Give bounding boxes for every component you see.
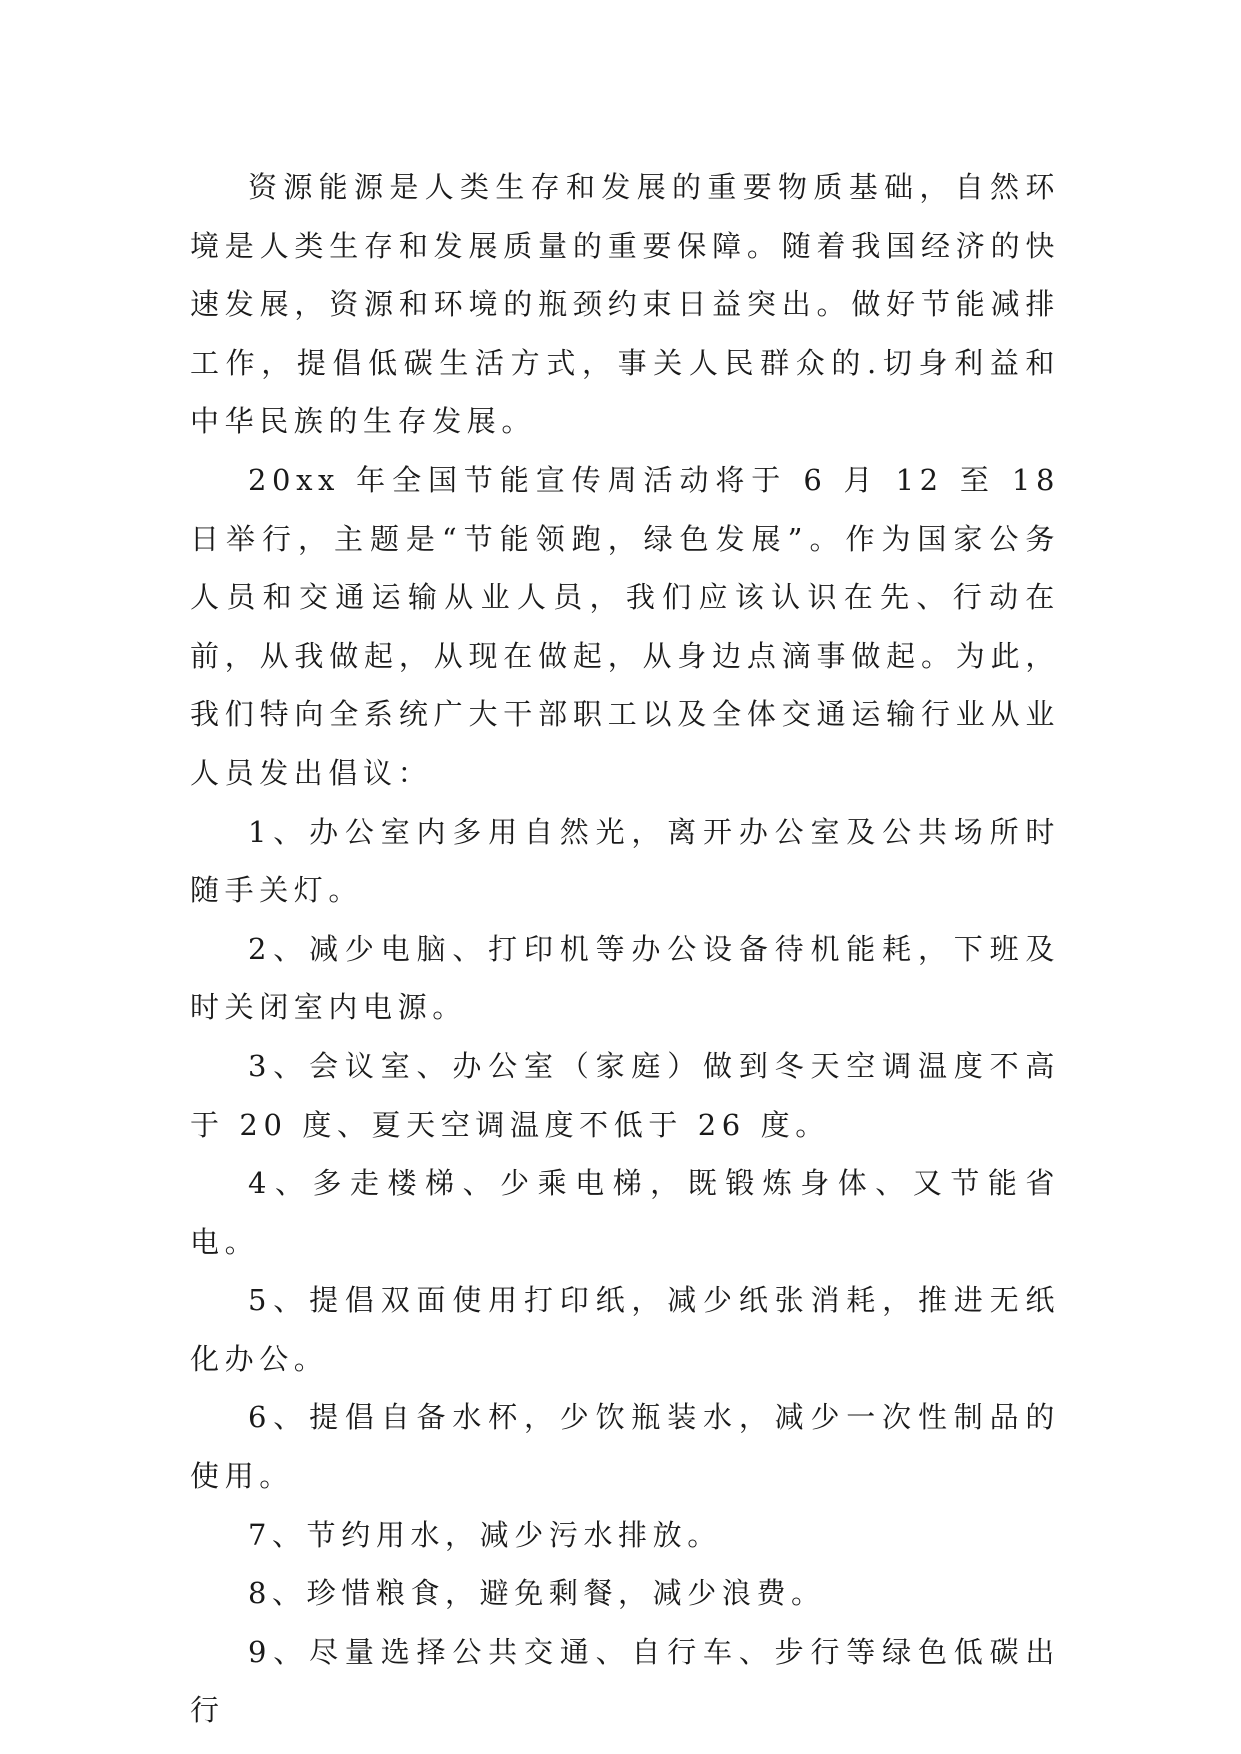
- proposal-item-2: 2、减少电脑、打印机等办公设备待机能耗，下班及时关闭室内电源。: [190, 931, 1060, 1025]
- proposal-item-7: 7、节约用水，减少污水排放。: [248, 1517, 722, 1552]
- proposal-item-3: 3、会议室、办公室（家庭）做到冬天空调温度不高于 20 度、夏天空调温度不低于 26 度。: [190, 1048, 1060, 1142]
- paragraph-intro: 资源能源是人类生存和发展的重要物质基础，自然环境是人类生存和发展质量的重要保障。随着我国经济的快速发展，资源和环境的瓶颈约束日益突出。做好节能减排工作，提倡低碳生活方式，事关人民群众的.切身利益和中华民族的生存发展。: [190, 170, 1060, 439]
- proposal-item-5: 5、提倡双面使用打印纸，减少纸张消耗，推进无纸化办公。: [190, 1283, 1060, 1376]
- proposal-item-1: 1、办公室内多用自然光，离开办公室及公共场所时随手关灯。: [190, 814, 1060, 908]
- proposal-item-9: 9、尽量选择公共交通、自行车、步行等绿色低碳出行: [190, 1634, 1060, 1728]
- paragraph-campaign: 20xx 年全国节能宣传周活动将于 6 月 12 至 18 日举行，主题是“节能领跑，绿色发展”。作为国家公务人员和交通运输从业人员，我们应该认识在先、行动在前，从我做起，从现在做起，从身边点滴事做起。为此，我们特向全系统广大干部职工以及全体交通运输行业从业人员发出倡议：: [190, 462, 1060, 790]
- proposal-item-4: 4、多走楼梯、少乘电梯，既锻炼身体、又节能省电。: [190, 1166, 1060, 1259]
- proposal-item-8: 8、珍惜粮食，避免剩餐，减少浪费。: [248, 1576, 826, 1611]
- document-body: [190, 158, 1060, 1740]
- proposal-item-6: 6、提倡自备水杯，少饮瓶装水，减少一次性制品的使用。: [190, 1400, 1060, 1494]
